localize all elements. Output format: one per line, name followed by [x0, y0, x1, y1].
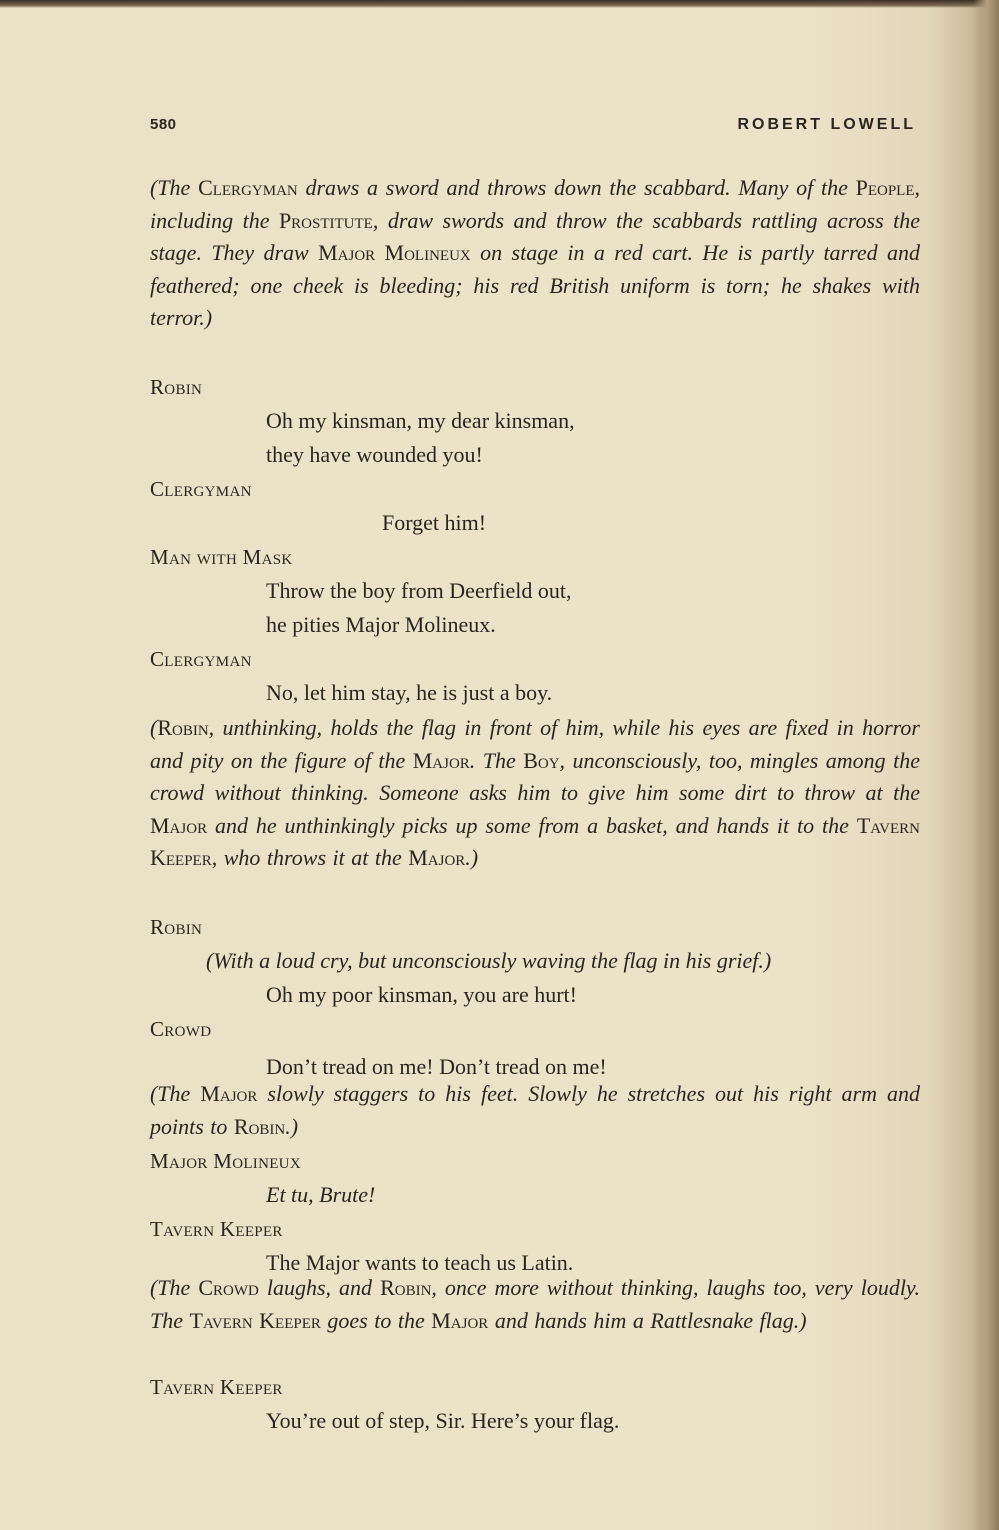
- stage-direction-fragment: , unthinking, holds the flag in front of him, while his eyes are fixed in horror and pity on the figure of the: [150, 715, 920, 773]
- stage-direction-fragment: , who throws it at the: [211, 845, 409, 870]
- dialogue-line: No, let him stay, he is just a boy.: [266, 680, 553, 705]
- character-name: Major: [408, 845, 466, 870]
- stage-direction-clergyman-sword: [150, 172, 920, 335]
- stage-direction-text: [150, 1272, 920, 1337]
- stage-direction-fragment: (: [150, 715, 158, 740]
- dialogue-block-4: [150, 1370, 920, 1438]
- stage-direction-fragment: and he unthinkingly picks up some from a basket, and hands it to the: [207, 812, 857, 838]
- stage-direction-fragment: laughs, and: [258, 1275, 381, 1300]
- speaker-name: Clergyman: [150, 647, 252, 671]
- character-name: Robin: [233, 1113, 286, 1139]
- character-name: Major: [431, 1307, 489, 1333]
- stage-direction-fragment: and hands him a Rattlesnake flag.): [488, 1307, 807, 1333]
- stage-direction-fragment: (The: [150, 1081, 201, 1106]
- page-top-edge: [0, 0, 999, 8]
- stage-direction-fragment: , draw swords and throw the scabbards rattling across the stage. They draw: [150, 207, 920, 265]
- character-name: Robin: [380, 1275, 432, 1300]
- dialogue-line: Throw the boy from Deerfield out,: [266, 578, 572, 603]
- stage-direction-fragment: (The: [150, 175, 199, 200]
- stage-direction-fragment: .): [465, 845, 479, 870]
- parenthetical-direction: (With a loud cry, but unconsciously waving the flag in his grief.): [206, 948, 772, 973]
- dialogue-line: Et tu, Brute!: [266, 1182, 376, 1207]
- stage-direction-fragment: on stage in a red cart. He is partly tarred and feathered; one cheek is bleeding; his red British uniform is torn; he shakes with terror.): [150, 240, 921, 330]
- stage-direction-fragment: , including the: [150, 175, 920, 233]
- stage-direction-fragment: , once more without thinking, laughs too, very loudly. The: [150, 1275, 920, 1333]
- book-spine-shadow: [973, 0, 999, 1530]
- speaker-name: Robin: [150, 375, 203, 399]
- character-name: Boy: [523, 747, 560, 773]
- dialogue-line: The Major wants to teach us Latin.: [266, 1250, 574, 1275]
- stage-direction-text: [150, 172, 920, 335]
- stage-direction-text: [150, 1078, 920, 1143]
- page-header: [150, 116, 916, 146]
- dialogue-line: he pities Major Molineux.: [266, 612, 496, 637]
- stage-direction-major-staggers: [150, 1078, 920, 1143]
- character-name: Major: [200, 1081, 258, 1106]
- character-name: Major Molineux: [318, 240, 471, 265]
- speaker-name: Crowd: [150, 1017, 212, 1041]
- stage-direction-fragment: , unconsciously, too, mingles among the crowd without thinking. Someone asks him to give him some dirt to throw at the: [150, 747, 921, 805]
- character-name: Major: [150, 812, 208, 838]
- character-name: Clergyman: [198, 175, 298, 200]
- stage-direction-fragment: goes to the: [320, 1307, 432, 1333]
- stage-direction-text: [150, 712, 920, 875]
- stage-direction-fragment: .): [285, 1113, 299, 1139]
- dialogue-line: Oh my poor kinsman, you are hurt!: [266, 982, 577, 1007]
- stage-direction-fragment: (The: [150, 1275, 199, 1300]
- character-name: Crowd: [198, 1275, 259, 1300]
- speaker-name: Tavern Keeper: [150, 1375, 283, 1399]
- character-name: People: [855, 175, 915, 200]
- stage-direction-fragment: draws a sword and throws down the scabbard. Many of the: [297, 175, 856, 200]
- character-name: Prostitute: [278, 207, 373, 233]
- character-name: Tavern Keeper: [150, 812, 920, 870]
- dialogue-block-3: [150, 1144, 920, 1280]
- character-name: Major: [412, 747, 470, 773]
- dialogue-line: they have wounded you!: [266, 442, 483, 467]
- dialogue-line: Don’t tread on me! Don’t tread on me!: [266, 1054, 607, 1079]
- page-number: 580: [150, 116, 177, 133]
- stage-direction-fragment: slowly staggers to his feet. Slowly he stretches out his right arm and points to: [150, 1081, 920, 1139]
- dialogue-block-1: [150, 370, 920, 710]
- speaker-name: Clergyman: [150, 477, 252, 501]
- dialogue-block-2: [150, 910, 920, 1084]
- dialogue-line: Oh my kinsman, my dear kinsman,: [266, 408, 575, 433]
- speaker-name: Man with Mask: [150, 545, 293, 569]
- stage-direction-robin-flag: [150, 712, 920, 875]
- speaker-name: Tavern Keeper: [150, 1217, 283, 1241]
- stage-direction-fragment: . The: [469, 747, 524, 773]
- speaker-name: Major Molineux: [150, 1149, 301, 1173]
- character-name: Robin: [157, 715, 209, 740]
- stage-direction-crowd-laughs: [150, 1272, 920, 1337]
- dialogue-line: You’re out of step, Sir. Here’s your flag.: [266, 1408, 620, 1433]
- dialogue-line: Forget him!: [382, 510, 487, 535]
- speaker-name: Robin: [150, 915, 203, 939]
- character-name: Tavern Keeper: [189, 1307, 321, 1333]
- running-head: ROBERT LOWELL: [737, 116, 916, 133]
